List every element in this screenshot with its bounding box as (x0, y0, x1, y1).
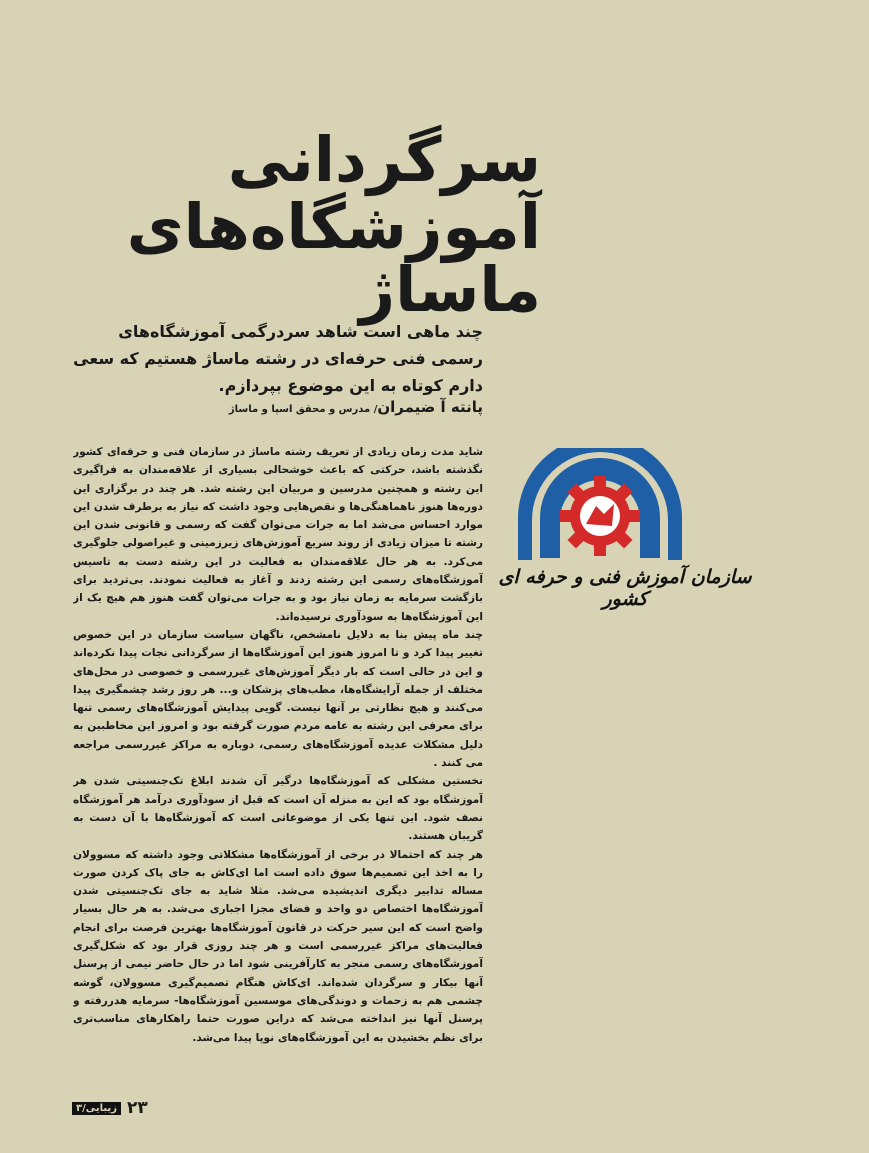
title-line-2: آموزشگاه‌های ماساژ (126, 190, 541, 327)
page-footer (72, 1098, 148, 1118)
paragraph: شاید مدت زمان زیادی از تعریف رشته ماساژ در سازمان فنی و حرفه‌ای کشور نگذشته باشد، حرکتی که باعث خوشحالی بسیاری از علاقه‌مندان به فراگیری این رشته و همچنین مدرسین و مربیان این رشته شد. هر چند در برگزاری این دوره‌ها هنوز ناهماهنگی‌ها و نقص‌هایی وجود داشت که نیاز به برطرف شدن این موارد احساس می‌شد اما به جرات می‌توان گفت که رسمی و قانونی شدن این رشته تا میزان زیادی از روند سریع آموزش‌های زیرزمینی و غیراصولی جلوگیری می‌کرد. به هر حال علاقه‌مندان به فعالیت در این رشته دست به تاسیس آموزشگاه‌های رسمی این رشته زدند و آغاز به فعالیت نمودند. بی‌تردید برای بازگشت سرمایه به زمان نیاز بود و به جرات می‌توان گفت هنوز هم هیچ یک از این آموزشگاه‌ها به سودآوری نرسیده‌اند. (73, 446, 483, 623)
article-body (73, 443, 483, 1073)
issue-badge: زیبایی/۳ (72, 1102, 121, 1115)
author-role: / مدرس و محقق اسپا و ماساژ (228, 404, 378, 415)
logo-caption: سازمان آموزش فنی و حرفه ای کشور (498, 566, 752, 610)
title-line-1: سرگردانی (227, 123, 541, 196)
paragraph: هر چند که احتمالا در برخی از آموزشگاه‌ها مشکلاتی وجود داشته که مسوولان را به اخذ این تصمیم‌ها سوق داده است اما ای‌کاش به جای پاک کردن صورت مساله تدابیر دیگری اندیشیده می‌شد. مثلا شاید به جای تک‌جنسیتی شدن آموزشگاه‌ها اختصاص دو واحد و فضای مجزا اجباری می‌شد. به هر حال بسیار واضح است که این سیر حرکت در قانون آموزشگاه‌ها بهترین فرصت برای انجام فعالیت‌های مراکز غیررسمی است و هر چند روزی قرار بود که شکل‌گیری آموزشگاه‌های رسمی منجر به کارآفرینی شود اما در حال حاضر نیمی از پرسنل آنها بیکار و سرگردان شده‌اند. ای‌کاش هنگام تصمیم‌گیری مسوولان، گوشه چشمی هم به زحمات و دوندگی‌های موسسین آموزشگاه‌ها- سرمایه هدررفته و پرسنل آنها نیز انداخته می‌شد که دراین صورت حتما راهکارهای مناسب‌تری برای نظم بخشیدن به این آموزشگاه‌های نوپا پیدا می‌شد. (73, 848, 483, 1044)
article-title (61, 123, 541, 327)
article-lead: چند ماهی است شاهد سردرگمی آموزشگاه‌های رسمی فنی حرفه‌ای در رشته ماساژ هستیم که سعی دارم کوتاه به این موضوع بپردازم. (73, 322, 483, 395)
paragraph: نخستین مشکلی که آموزشگاه‌ها درگیر آن شدند ابلاغ تک‌جنسیتی شدن هر آموزشگاه بود که این به منزله آن است که قبل از سودآوری درآمد هر آموزشگاه نصف شود. این تنها یکی از موضوعاتی است که آموزشگاه‌ها با آن دست به گریبان هستند. (73, 775, 483, 843)
author-name: پانته آ ضیمران (377, 398, 483, 416)
paragraph: چند ماه پیش بنا به دلایل نامشخص، ناگهان سیاست سازمان در این خصوص تغییر پیدا کرد و تا امروز هنوز این آموزشگاه‌ها از سرگردانی نجات پیدا نکرده‌اند و این در حالی است که بار دیگر آموزش‌های غیررسمی و خصوصی در محل‌های مختلف از جمله آرایشگاه‌ها، مطب‌های پزشکان و... هر روز رشد چشمگیری پیدا می‌کنند و هیچ نظارتی بر آنها نیست. گویی پیدایش آموزشگاه‌های رسمی تنها برای معرفی این رشته به عامه مردم صورت گرفته بود و امروز این مخاطبین به دلیل مشکلات عدیده آموزشگاه‌های رسمی، دوباره به مراکز غیررسمی مراجعه می کنند . (73, 628, 483, 770)
page-number: ۲۳ (126, 1098, 148, 1118)
byline (63, 397, 483, 416)
